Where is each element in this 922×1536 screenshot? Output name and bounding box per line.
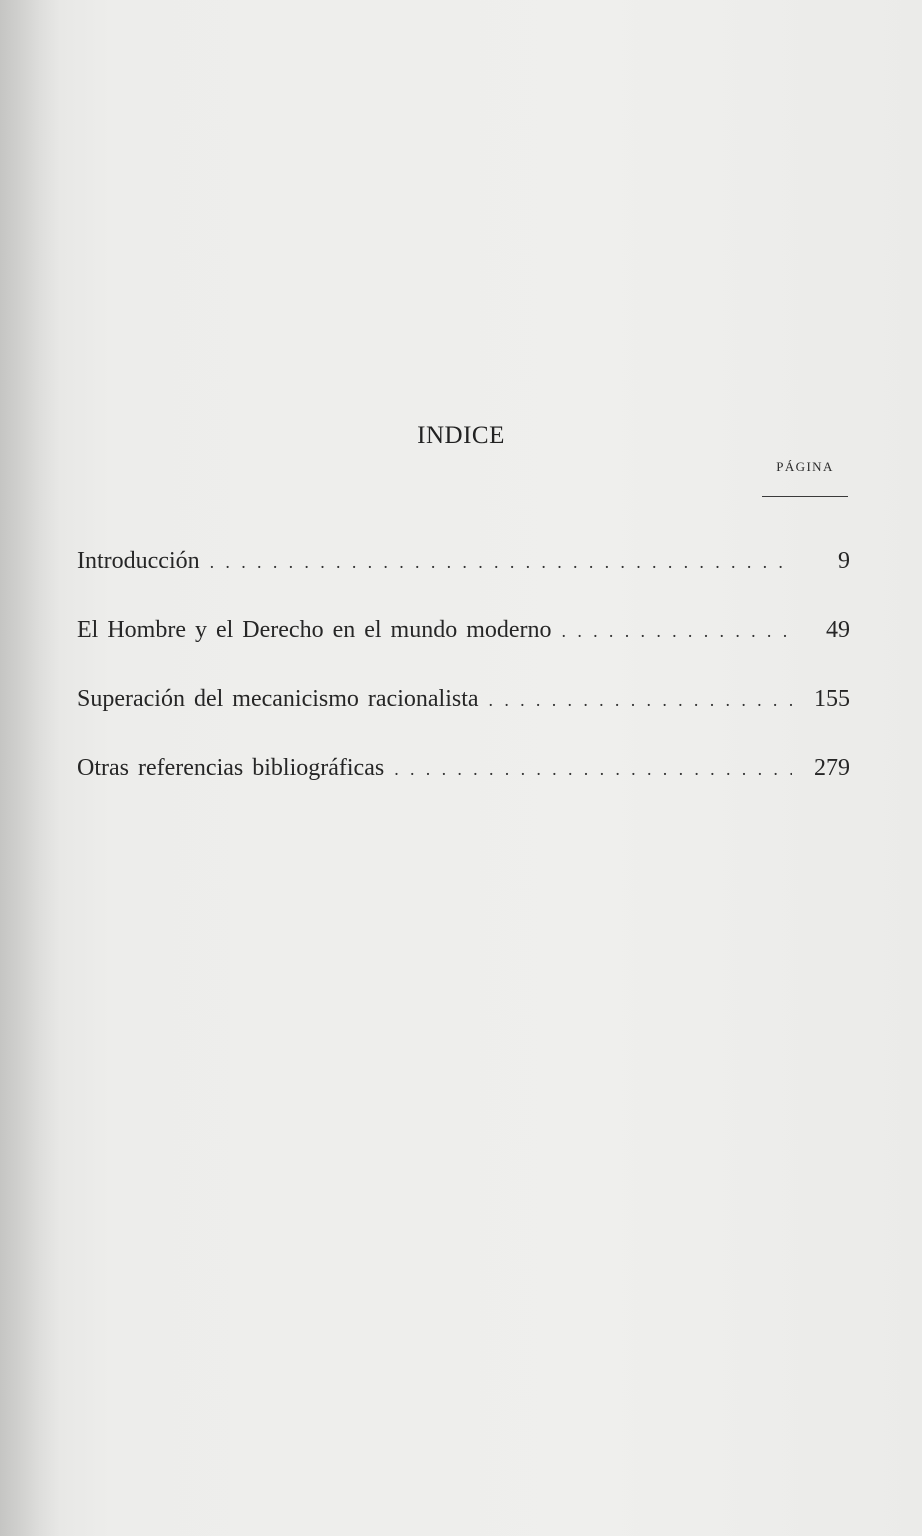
toc-entry-referencias xyxy=(77,755,850,824)
toc-entry-title: El Hombre y el Derecho en el mundo moderno xyxy=(77,617,552,643)
toc-entry-hombre-derecho xyxy=(77,617,850,686)
toc-entry-page: 155 xyxy=(814,686,850,712)
toc-entry-page: 49 xyxy=(826,617,850,643)
page-title: INDICE xyxy=(417,422,505,449)
gutter-shadow xyxy=(0,0,60,1536)
toc-entry-title: Otras referencias bibliográficas xyxy=(77,755,385,781)
toc-entry-title: Superación del mecanicismo racionalista xyxy=(77,686,479,712)
table-of-contents xyxy=(77,548,850,824)
dot-leader xyxy=(210,552,792,573)
dot-leader xyxy=(562,621,792,642)
toc-entry-page: 9 xyxy=(838,548,850,574)
toc-entry-page: 279 xyxy=(814,755,850,781)
dot-leader xyxy=(394,759,792,780)
dot-leader xyxy=(489,690,792,711)
page-column-rule xyxy=(762,496,848,497)
toc-entry-title: Introducción xyxy=(77,548,200,574)
toc-entry-superacion xyxy=(77,686,850,755)
toc-entry-introduccion xyxy=(77,548,850,617)
page-column-label: PÁGINA xyxy=(776,459,834,474)
